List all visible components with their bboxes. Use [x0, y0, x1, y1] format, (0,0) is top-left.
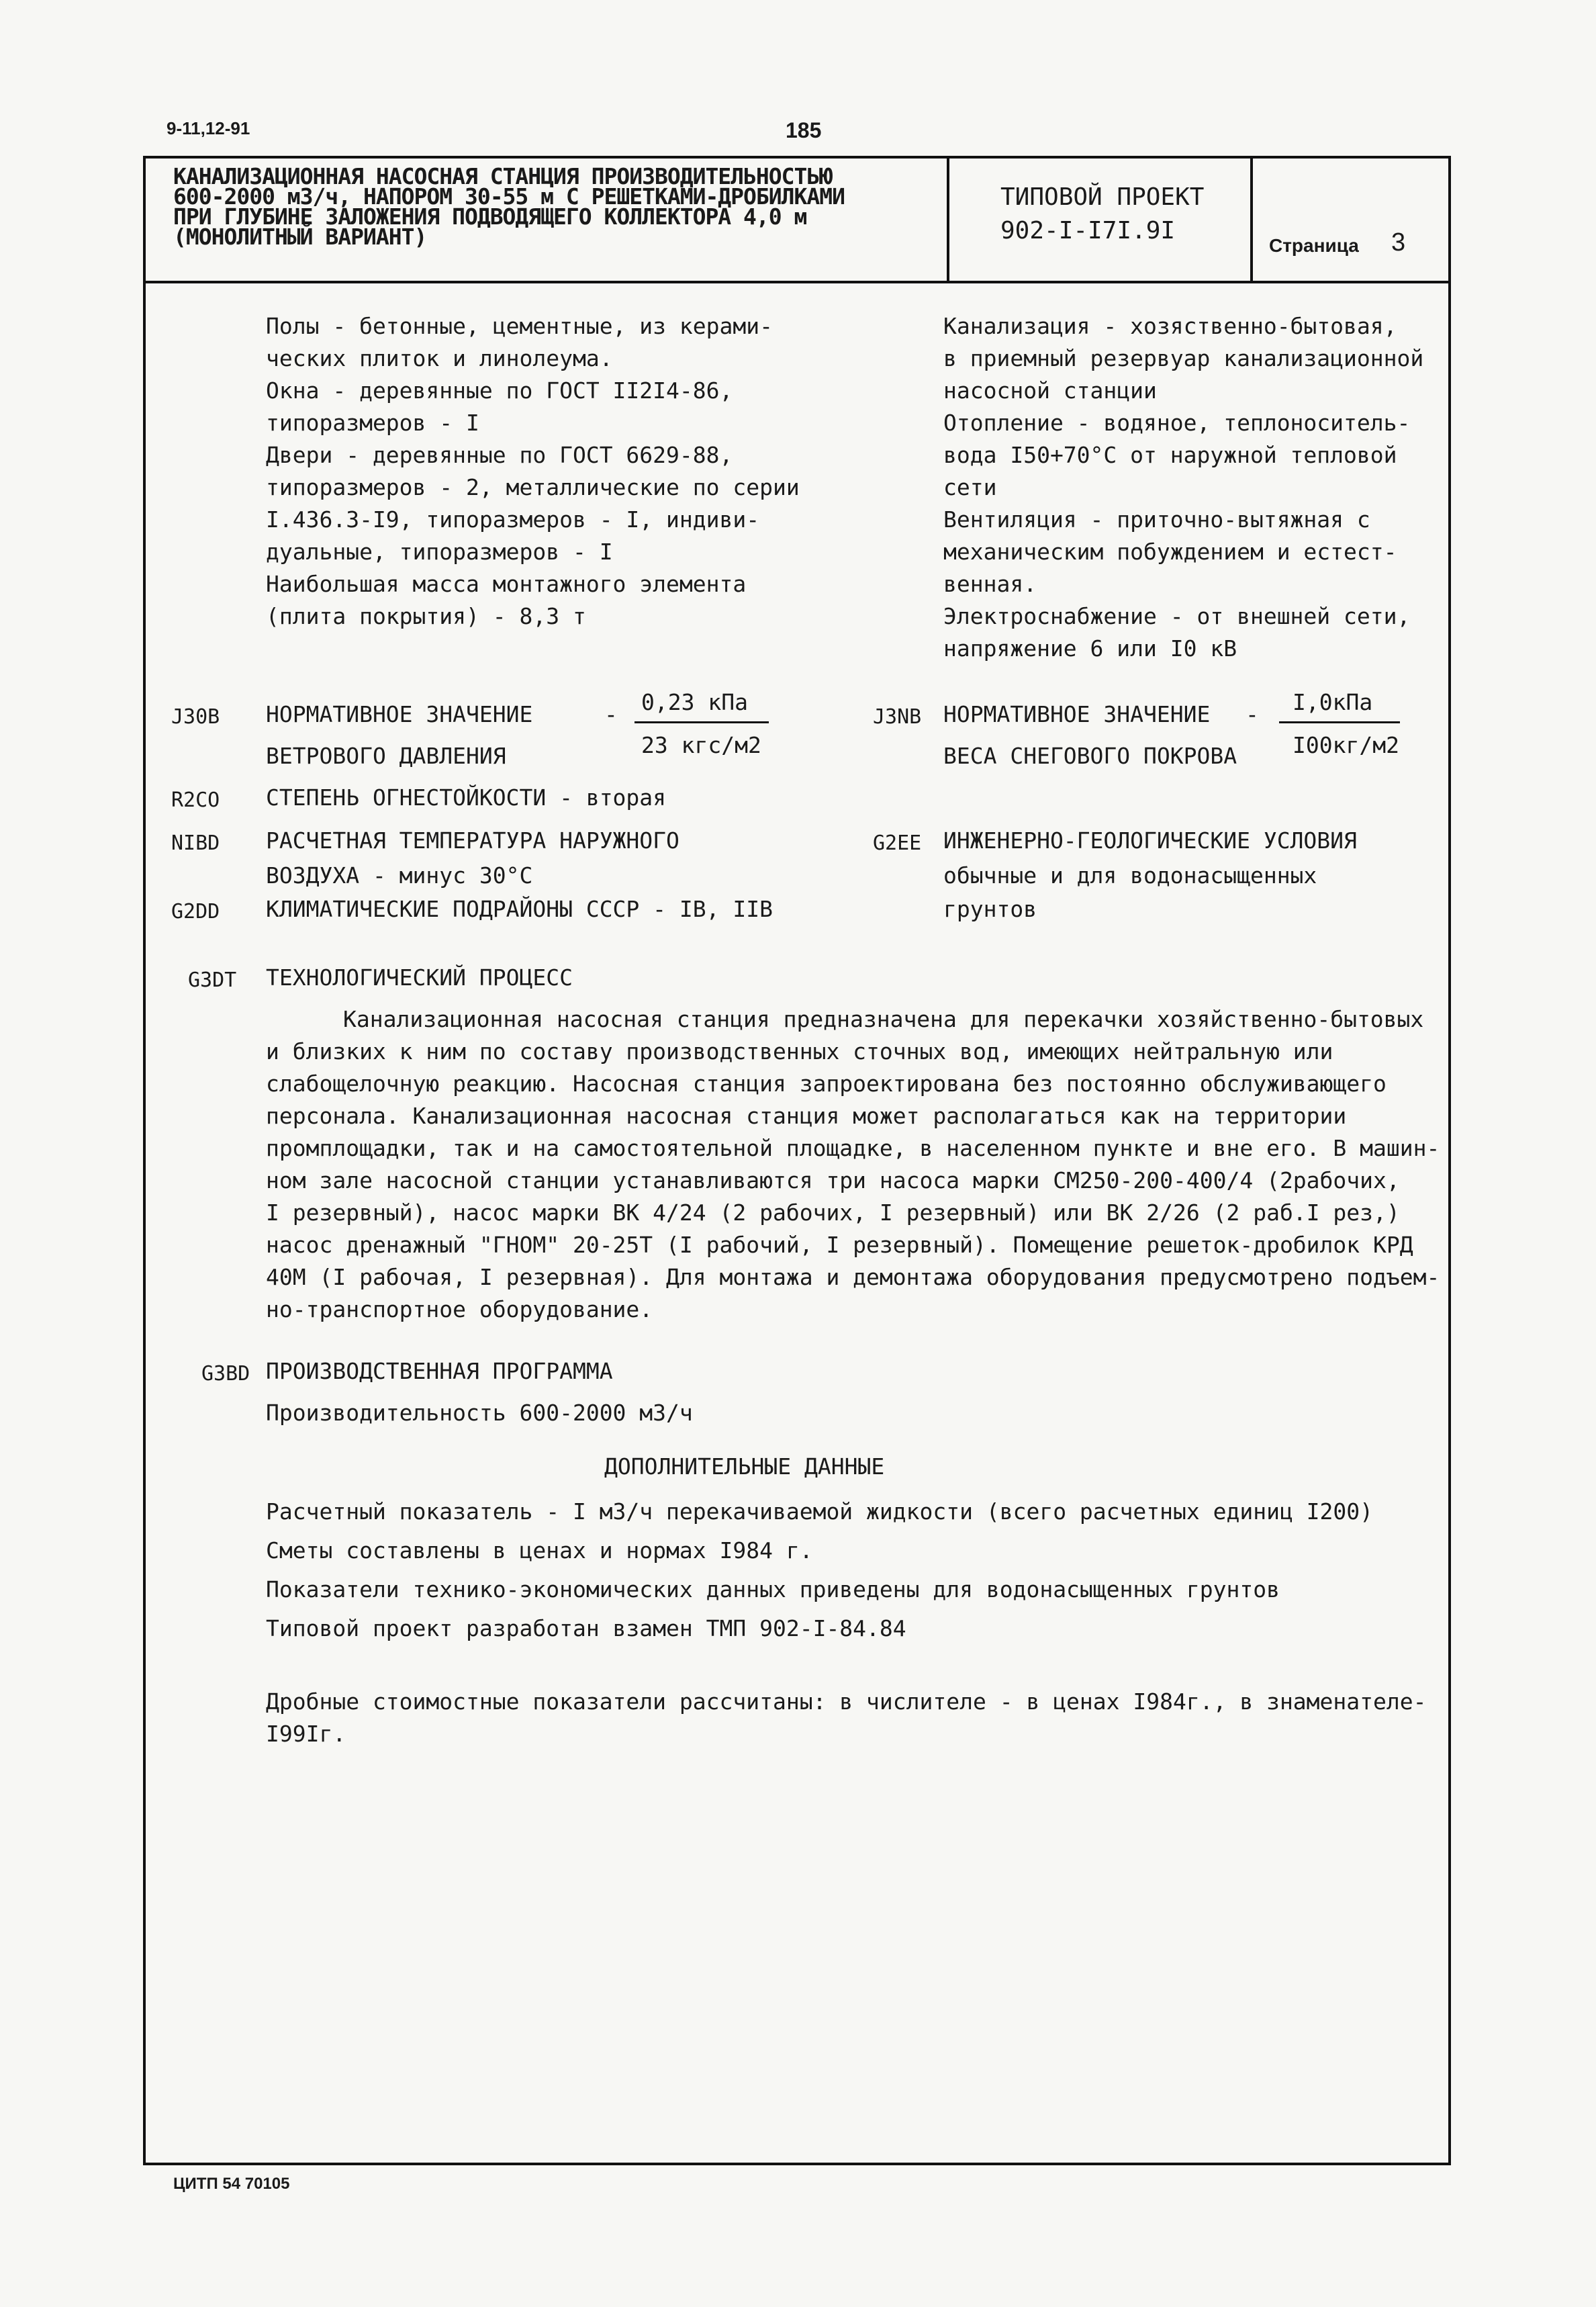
additional-line: Показатели технико-экономических данных приведены для водонасыщенных грунтов	[266, 1576, 1280, 1602]
left-line: Наибольшая масса монтажного элемента	[266, 571, 747, 597]
geology-code: G2EE	[873, 831, 922, 855]
title-line: ПРИ ГЛУБИНЕ ЗАЛОЖЕНИЯ ПОДВОДЯЩЕГО КОЛЛЕКТОРА 4,0 м	[173, 203, 807, 230]
right-line: Отопление - водяное, теплоноситель-	[943, 410, 1411, 436]
additional-heading: ДОПОЛНИТЕЛЬНЫЕ ДАННЫЕ	[604, 1453, 885, 1480]
additional-line: Сметы составлены в ценах и нормах I984 г.	[266, 1537, 813, 1564]
process-line: 40М (I рабочая, I резервная). Для монтажа и демонтажа оборудования предусмотрено подъем-	[266, 1264, 1440, 1290]
left-line: Полы - бетонные, цементные, из керами-	[266, 313, 773, 339]
project-number: 902-I-I7I.9I	[1000, 217, 1176, 244]
wind-denominator: 23 кгс/м2	[641, 732, 761, 758]
note-line: I99Iг.	[266, 1721, 346, 1747]
title-line: (МОНОЛИТНЫЙ ВАРИАНТ)	[173, 224, 427, 250]
right-line: Электроснабжение - от внешней сети,	[943, 603, 1411, 629]
process-paragraph	[266, 1003, 1440, 1326]
wind-dash: -	[604, 701, 618, 727]
title-line: 600-2000 м3/ч, НАПОРОМ 30-55 м С РЕШЕТКАМИ-ДРОБИЛКАМИ	[173, 183, 845, 210]
snow-numerator: I,0кПа	[1293, 689, 1373, 715]
geology-line-3: грунтов	[943, 896, 1037, 922]
page-value: 3	[1391, 228, 1406, 257]
program-capacity: Производительность 600-2000 м3/ч	[266, 1400, 693, 1426]
note-line: Дробные стоимостные показатели рассчитаны: в числителе - в ценах I984г., в знаменателе-	[266, 1688, 1427, 1715]
page-number: 185	[786, 118, 822, 142]
wind-label-1: НОРМАТИВНОЕ ЗНАЧЕНИЕ	[266, 701, 533, 727]
snow-label-1: НОРМАТИВНОЕ ЗНАЧЕНИЕ	[943, 701, 1211, 727]
temperature-line-2: ВОЗДУХА - минус 30°С	[266, 862, 533, 889]
process-line: но-транспортное оборудование.	[266, 1296, 653, 1322]
right-line: вода I50+70°С от наружной тепловой	[943, 442, 1397, 468]
additional-data	[266, 1492, 1373, 1648]
right-line: механическим побуждением и естест-	[943, 539, 1397, 565]
project-label: ТИПОВОЙ ПРОЕКТ	[1000, 183, 1205, 211]
title-block-divider	[1250, 156, 1253, 283]
process-line: I резервный), насос марки ВК 4/24 (2 рабочих, I резервный) или ВК 2/26 (2 раб.I рез,)	[266, 1200, 1400, 1226]
program-heading: ПРОИЗВОДСТВЕННАЯ ПРОГРАММА	[266, 1358, 613, 1384]
footer-stamp: ЦИТП 54 70105	[173, 2175, 290, 2193]
right-line: Вентиляция - приточно-вытяжная с	[943, 506, 1370, 533]
process-line: насос дренажный "ГНОМ" 20-25Т (I рабочий, I резервный). Помещение решеток-дробилок КРД	[266, 1232, 1413, 1258]
cost-note	[266, 1686, 1427, 1750]
fire-code: R2CO	[171, 788, 220, 812]
climate-code: G2DD	[171, 900, 220, 923]
left-line: (плита покрытия) - 8,3 т	[266, 603, 586, 629]
left-column	[266, 310, 800, 633]
snow-label-2: ВЕСА СНЕГОВОГО ПОКРОВА	[943, 743, 1237, 769]
process-line: ном зале насосной станции устанавливаются три насоса марки СМ250-200-400/4 (2рабочих,	[266, 1167, 1400, 1193]
snow-fraction-line	[1279, 721, 1400, 723]
left-line: Двери - деревянные по ГОСТ 6629-88,	[266, 442, 733, 468]
climate-subregions: КЛИМАТИЧЕСКИЕ ПОДРАЙОНЫ СССР - IВ, IIВ	[266, 896, 773, 922]
geology-line-2: обычные и для водонасыщенных	[943, 862, 1317, 889]
snow-code: J3NB	[873, 705, 922, 729]
left-line: типоразмеров - I	[266, 410, 479, 436]
right-line: Канализация - хозяственно-бытовая,	[943, 313, 1397, 339]
title-line: КАНАЛИЗАЦИОННАЯ НАСОСНАЯ СТАНЦИЯ ПРОИЗВОДИТЕЛЬНОСТЬЮ	[173, 163, 833, 189]
left-line: ческих плиток и линолеума.	[266, 345, 613, 371]
geology-line-1: ИНЖЕНЕРНО-ГЕОЛОГИЧЕСКИЕ УСЛОВИЯ	[943, 827, 1357, 854]
series-code: 9-11,12-91	[167, 118, 250, 138]
right-line: сети	[943, 474, 997, 500]
snow-denominator: I00кг/м2	[1293, 732, 1399, 758]
wind-numerator: 0,23 кПа	[641, 689, 748, 715]
program-code: G3BD	[201, 1362, 250, 1386]
title-block-divider	[947, 156, 949, 283]
snow-dash: -	[1246, 701, 1259, 727]
left-line: дуальные, типоразмеров - I	[266, 539, 613, 565]
process-line: и близких к ним по составу производственных сточных вод, имеющих нейтральную или	[266, 1038, 1333, 1065]
wind-label-2: ВЕТРОВОГО ДАВЛЕНИЯ	[266, 743, 506, 769]
right-line: венная.	[943, 571, 1037, 597]
process-heading: ТЕХНОЛОГИЧЕСКИЙ ПРОЦЕСС	[266, 964, 573, 991]
document-title	[173, 163, 845, 250]
left-line: I.436.3-I9, типоразмеров - I, индиви-	[266, 506, 760, 533]
process-code: G3DT	[188, 968, 237, 992]
temperature-line-1: РАСЧЕТНАЯ ТЕМПЕРАТУРА НАРУЖНОГО	[266, 827, 679, 854]
temperature-code: NIBD	[171, 831, 220, 855]
page-label: Страница	[1269, 235, 1359, 256]
process-line: промплощадки, так и на самостоятельной площадке, в населенном пункте и вне его. В машин-	[266, 1135, 1440, 1161]
right-line: насосной станции	[943, 377, 1157, 404]
right-line: напряжение 6 или I0 кВ	[943, 635, 1237, 662]
additional-line: Типовой проект разработан взамен ТМП 902-I-84.84	[266, 1615, 906, 1641]
process-line: персонала. Канализационная насосная станция может располагаться как на территории	[266, 1103, 1347, 1129]
left-line: типоразмеров - 2, металлические по серии	[266, 474, 800, 500]
right-line: в приемный резервуар канализационной	[943, 345, 1424, 371]
right-column	[943, 310, 1423, 665]
left-line: Окна - деревянные по ГОСТ II2I4-86,	[266, 377, 733, 404]
wind-fraction-line	[635, 721, 769, 723]
additional-line: Расчетный показатель - I м3/ч перекачиваемой жидкости (всего расчетных единиц I200)	[266, 1498, 1374, 1525]
process-line: слабощелочную реакцию. Насосная станция запроектирована без постоянно обслуживающего	[266, 1071, 1387, 1097]
process-line: Канализационная насосная станция предназначена для перекачки хозяйственно-бытовых	[343, 1006, 1424, 1032]
fire-resistance: СТЕПЕНЬ ОГНЕСТОЙКОСТИ - вторая	[266, 784, 667, 811]
wind-code: J30B	[171, 705, 220, 729]
